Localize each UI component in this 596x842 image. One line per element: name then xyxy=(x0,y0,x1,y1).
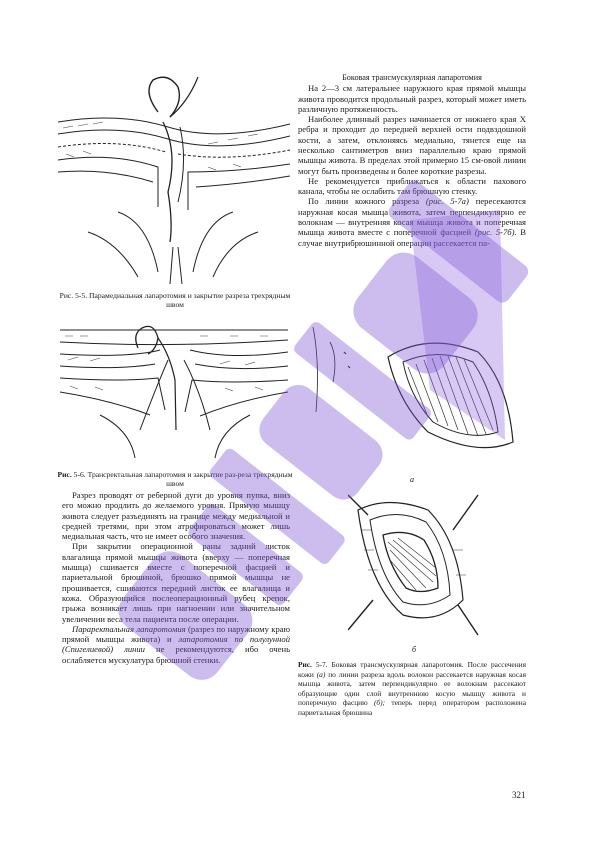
right-column-top xyxy=(298,73,526,248)
caption-label: Рис. 5-5. xyxy=(59,291,88,300)
caption-label: Рис. xyxy=(298,660,312,669)
figure-5-6-illustration xyxy=(60,320,288,460)
paragraph: Параректальная лапаротомия (разрез по наружному краю прямой мышцы живота) и лапаротомия по полулунной (Спигелиевой) линии не рекомендуются, ибо очень ослабляется мускулатура брюшной стенки. xyxy=(62,623,291,665)
left-column-bottom xyxy=(62,490,290,665)
paragraph: При закрытии операционной раны задний листок влагалища прямой мышцы живота (вверху — поперечная мышца) сшивается вместе с поперечной фасцией и париетальной брюшиной, брюшко прямой мышцы не прошивается, сшиваются передний листок ее влагалища и кожа. Образующийся послеоперационный рубец крепок, грыжа возникает лишь при нагноении или значительном увеличении веса тела пациента после операции. xyxy=(62,541,290,624)
figure-5-5-caption xyxy=(55,291,295,309)
figure-5-6-caption xyxy=(55,470,295,488)
figure-5-7b-illustration xyxy=(348,490,480,640)
page-number: 321 xyxy=(512,790,526,800)
caption-label: Рис. xyxy=(57,470,72,479)
section-heading: Боковая трансмускулярная лапаротомия xyxy=(342,73,482,82)
caption-text: Парамедиальная лапаротомия и закрытие разреза трехрядным швом xyxy=(89,291,291,310)
fig-5-5-drawing xyxy=(58,72,290,284)
figure-reference: (рис. 5-7б). xyxy=(474,227,517,238)
figure-5-7b-label: б xyxy=(412,645,417,654)
figure-5-7a-illustration xyxy=(308,322,526,472)
figure-reference: (рис. 5-7а) xyxy=(425,196,469,207)
caption-text: Трансректальная лапаротомия и закрытие раз-реза трехрядным швом xyxy=(87,470,293,489)
paragraph: Наиболее длинный разрез начинается от нижнего края X ребра и проходит до передней верхней ости подвздошной кости, а затем, отклоняясь медиально, тянется еще на несколько сантиметров вниз параллельно краю прямой мышцы живота. В пределах этой примерно 15 см-овой линии могут быть произведены и более короткие разрезы. xyxy=(298,114,526,176)
paragraph: Разрез проводят от реберной дуги до уровня пупка, вниз его можно продлить до желаемого уровня. Прямую мышцу живота следует разъединять на границе между медиальной и средней третями, при этом атрофироваться может лишь медиальная часть, что не имеет особого значения. xyxy=(62,490,290,542)
fig-5-6-drawing xyxy=(60,320,288,460)
fig-5-7b-drawing xyxy=(348,490,480,640)
figure-5-7-caption: Рис. 5-7. Боковая трансмускулярная лапаротомия. После рассечения кожи (а) по линии разреза вдоль волокон рассекается наружная косая мышца живота, затем перпендикулярно ее волокнам рассекают образующие один слой внутреннюю косую мышцу живота и поперечную фасцию (б); теперь перед оператором расположена париетальная брюшина xyxy=(298,660,526,717)
paragraph: По линии кожного разреза (рис. 5-7а) пересекаются наружная косая мышца живота, затем перпендикулярно ее волокнам — внутренняя косая мышца живота и поперечная мышца живота вместе с поперечной фасцией (рис. 5-7б). В случае внутрибрюшинной операции рассекается па- xyxy=(298,196,527,248)
caption-number: 5-6. xyxy=(73,470,86,479)
figure-5-5-illustration xyxy=(58,72,290,284)
paragraph: Не рекомендуется приближаться к области пахового канала, чтобы не ослабить там брюшную стенку. xyxy=(298,175,526,197)
figure-5-7a-label: а xyxy=(410,475,414,484)
paragraph: На 2—3 см латеральнее наружного края прямой мышцы живота проводится продольный разрез, который может иметь различную протяженность. xyxy=(298,83,526,114)
fig-5-7a-drawing xyxy=(308,322,526,472)
